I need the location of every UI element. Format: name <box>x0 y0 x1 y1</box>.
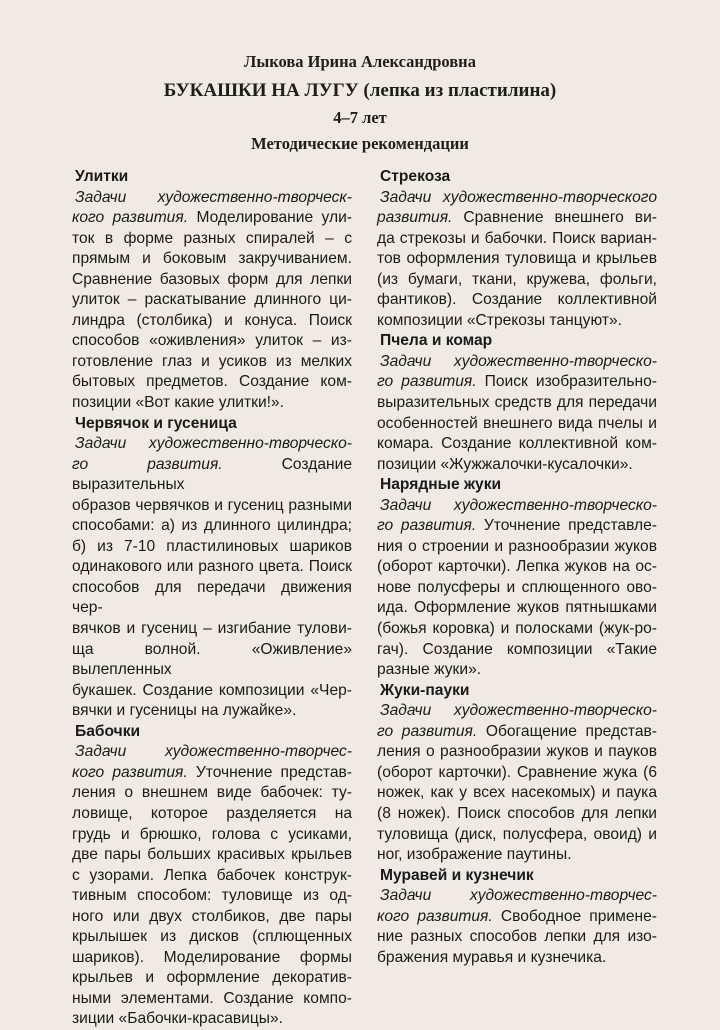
text-line <box>72 496 352 517</box>
text-line <box>72 229 352 250</box>
text-line <box>377 188 657 209</box>
body-text: одинакового или разного цвета. Поиск <box>72 558 352 576</box>
body-text: Обогащение представ- <box>477 722 657 740</box>
text-line <box>72 927 352 948</box>
text-line <box>72 537 352 558</box>
body-text: букашек. Создание композиции «Чер- <box>72 681 352 699</box>
text-line <box>377 229 657 250</box>
text-line <box>72 516 352 537</box>
section-title: Бабочки <box>75 722 141 740</box>
text-line <box>377 742 657 763</box>
text-line <box>377 804 657 825</box>
text-line <box>377 537 657 558</box>
text-line <box>377 763 657 784</box>
body-text: бражения муравья и кузнечика. <box>377 948 607 966</box>
section-title: Червячок и гусеница <box>75 414 237 432</box>
body-text: Моделирование ули- <box>188 209 352 227</box>
text-line <box>72 290 352 311</box>
body-text: (оборот карточки). Лепка жуков на ос- <box>377 558 657 576</box>
text-line <box>377 455 657 476</box>
text-line <box>72 989 352 1010</box>
body-text: ного или двух столбиков, две пары <box>72 907 352 925</box>
body-text: позиции «Вот какие улитки!». <box>72 394 285 412</box>
body-text: грудь и брюшко, голова с усиками, <box>72 825 352 843</box>
text-line <box>72 372 352 393</box>
task-label: Задачи художественно-творческ- <box>75 188 352 206</box>
text-line <box>72 907 352 928</box>
text-line <box>72 640 352 681</box>
text-line <box>72 804 352 825</box>
body-text: ными элементами. Создание компо- <box>72 989 352 1007</box>
section <box>377 681 657 866</box>
text-line <box>377 660 657 681</box>
task-label: Задачи художественно-творческо- <box>380 702 657 720</box>
text-line <box>72 311 352 332</box>
left-column <box>72 167 352 1030</box>
text-line <box>72 208 352 229</box>
text-line <box>72 434 352 455</box>
body-text: ния о строении и разнообразии жуков <box>377 537 657 555</box>
text-line <box>72 825 352 846</box>
body-text: прямым и боковым закручиванием. <box>72 250 352 268</box>
body-text: способами: а) из длинного цилиндра; <box>72 517 352 535</box>
body-text: ления о внешнем виде бабочек: ту- <box>72 784 352 802</box>
text-line <box>72 948 352 969</box>
task-label: кого развития. <box>72 209 189 227</box>
body-text: особенностей внешнего вида пчелы и <box>377 414 657 432</box>
text-line <box>377 352 657 373</box>
task-label: развития. <box>377 209 453 227</box>
body-text: Поиск изобразительно- <box>476 373 657 391</box>
text-line <box>377 619 657 640</box>
text-line <box>72 578 352 619</box>
text-line <box>72 557 352 578</box>
document-title: БУКАШКИ НА ЛУГУ (лепка из пластилина) <box>163 80 557 101</box>
body-text: ща волной. «Оживление» вылепленных <box>72 640 352 679</box>
text-line <box>377 722 657 743</box>
section-title: Жуки-пауки <box>380 681 470 699</box>
body-text: готовление глаз и усиков из мелких <box>72 352 352 370</box>
document-subtitle: Методические рекомендации <box>251 134 469 153</box>
right-column <box>377 167 657 968</box>
task-label: го развития. <box>72 455 223 473</box>
body-text: выразительных средств для передачи <box>377 394 657 412</box>
task-label: го развития. <box>377 517 477 535</box>
text-line <box>377 598 657 619</box>
text-line <box>72 393 352 414</box>
text-line <box>377 948 657 969</box>
task-label: Задачи художественно-творчес- <box>75 743 352 761</box>
text-line <box>72 845 352 866</box>
text-line <box>72 742 352 763</box>
task-label: Задачи художественно-творческо- <box>75 435 352 453</box>
text-line <box>377 290 657 311</box>
body-text: тов оформления туловища и крыльев <box>377 250 657 268</box>
text-line <box>72 188 352 209</box>
body-text: с узорами. Лепка бабочек конструк- <box>72 866 352 884</box>
body-text: ления о разнообразии жуков и пауков <box>377 743 657 761</box>
body-text: шариков). Моделирование формы <box>72 948 352 966</box>
body-text: две пары больших красивых крыльев <box>72 846 352 864</box>
task-label: кого развития. <box>72 763 188 781</box>
text-line <box>377 270 657 291</box>
task-label: го развития. <box>377 722 478 740</box>
text-line <box>377 372 657 393</box>
body-text: вячков и гусениц – изгибание тулови- <box>72 620 352 638</box>
section <box>377 866 657 969</box>
text-line <box>377 311 657 332</box>
body-text: (из бумаги, ткани, кружева, фольги, <box>377 270 657 288</box>
body-text: Сравнение внешнего ви- <box>452 209 657 227</box>
text-line <box>377 886 657 907</box>
section <box>72 722 352 1030</box>
text-line <box>72 968 352 989</box>
task-label: Задачи художественно-творческого <box>380 188 657 206</box>
body-text: вячки и гусеницы на лужайке». <box>72 702 297 720</box>
task-label: кого развития. <box>377 907 493 925</box>
text-line <box>72 249 352 270</box>
body-text: ножек, как у всех насекомых) и паука <box>377 784 657 802</box>
text-line <box>72 1009 352 1030</box>
body-text: нове полусферы и сплющенного ово- <box>377 578 657 596</box>
body-text: Свободное примене- <box>492 907 657 925</box>
task-label: го развития. <box>377 373 477 391</box>
text-line <box>377 249 657 270</box>
section-title: Муравей и кузнечик <box>380 866 534 884</box>
body-text: композиции «Стрекозы танцуют». <box>377 311 622 329</box>
task-label: Задачи художественно-творческо- <box>380 496 657 514</box>
body-text: ног, изображение паутины. <box>377 846 572 864</box>
body-text: тивным способом: туловище из од- <box>72 887 352 905</box>
body-text: улиток – раскатывание длинного ци- <box>72 291 352 309</box>
body-text: ида. Оформление жуков пятнышками <box>377 599 657 617</box>
text-line <box>377 783 657 804</box>
body-text: образов червячков и гусениц разными <box>72 496 352 514</box>
text-line <box>377 640 657 661</box>
text-line <box>377 516 657 537</box>
text-line <box>72 331 352 352</box>
body-text: способов для передачи движения чер- <box>72 578 352 617</box>
text-line <box>72 681 352 702</box>
text-line <box>72 619 352 640</box>
section <box>377 331 657 475</box>
body-text: Уточнение представ- <box>187 763 352 781</box>
body-text: ние разных способов лепки для изо- <box>377 928 657 946</box>
text-line <box>377 434 657 455</box>
body-text: (оборот карточки). Сравнение жука (6 <box>377 763 657 781</box>
text-line <box>72 270 352 291</box>
section <box>377 167 657 331</box>
section <box>72 414 352 722</box>
text-line <box>377 845 657 866</box>
author-name: Лыкова Ирина Александровна <box>244 52 476 71</box>
text-line <box>377 414 657 435</box>
text-line <box>377 393 657 414</box>
section-title: Стрекоза <box>380 168 451 185</box>
body-text: туловища (диск, полусфера, овоид) и <box>377 825 657 843</box>
text-line <box>72 886 352 907</box>
section-title: Пчела и комар <box>380 332 493 350</box>
body-text: ловище, которое разделяется на <box>72 804 352 822</box>
body-text: Создание выразительных <box>72 455 352 494</box>
body-text: разные жуки». <box>377 661 482 679</box>
text-line <box>72 763 352 784</box>
text-line <box>377 557 657 578</box>
text-line <box>377 208 657 229</box>
body-text: Сравнение базовых форм для лепки <box>72 270 352 288</box>
body-text: б) из 7-10 пластилиновых шариков <box>72 537 352 555</box>
body-text: позиции «Жужжалочки-кусалочки». <box>377 455 633 473</box>
section-title: Улитки <box>75 168 129 185</box>
header <box>0 50 720 156</box>
text-line <box>377 927 657 948</box>
body-text: линдра (столбика) и конуса. Поиск <box>72 311 352 329</box>
body-text: (божья коровка) и полосками (жук-ро- <box>377 620 657 638</box>
text-line <box>72 455 352 496</box>
section <box>377 475 657 680</box>
body-text: комара. Создание коллективной ком- <box>377 435 657 453</box>
task-label: Задачи художественно-творческо- <box>380 352 657 370</box>
section <box>72 167 352 414</box>
body-text: гач). Создание композиции «Такие <box>377 640 657 658</box>
text-line <box>377 496 657 517</box>
body-text: бытовых предметов. Создание ком- <box>72 373 352 391</box>
body-text: способов «оживления» улиток – из- <box>72 332 352 350</box>
text-line <box>377 578 657 599</box>
text-line <box>72 783 352 804</box>
body-text: да стрекозы и бабочки. Поиск вариан- <box>377 229 657 247</box>
task-label: Задачи художественно-творчес- <box>380 887 657 905</box>
text-line <box>377 907 657 928</box>
body-text: ток в форме разных спиралей – с <box>72 229 352 247</box>
body-text: крылышек из дисков (сплющенных <box>72 928 352 946</box>
text-line <box>72 866 352 887</box>
text-line <box>72 701 352 722</box>
body-text: крыльев и оформление декоратив- <box>72 969 352 987</box>
age-range: 4–7 лет <box>333 108 387 127</box>
body-text: фантиков). Создание коллективной <box>377 291 657 309</box>
text-line <box>72 352 352 373</box>
text-line <box>377 701 657 722</box>
body-text: зиции «Бабочки-красавицы». <box>72 1010 284 1028</box>
text-line <box>377 825 657 846</box>
body-text: Уточнение представле- <box>476 517 657 535</box>
section-title: Нарядные жуки <box>380 476 502 494</box>
body-text: (8 ножек). Поиск способов для лепки <box>377 804 657 822</box>
